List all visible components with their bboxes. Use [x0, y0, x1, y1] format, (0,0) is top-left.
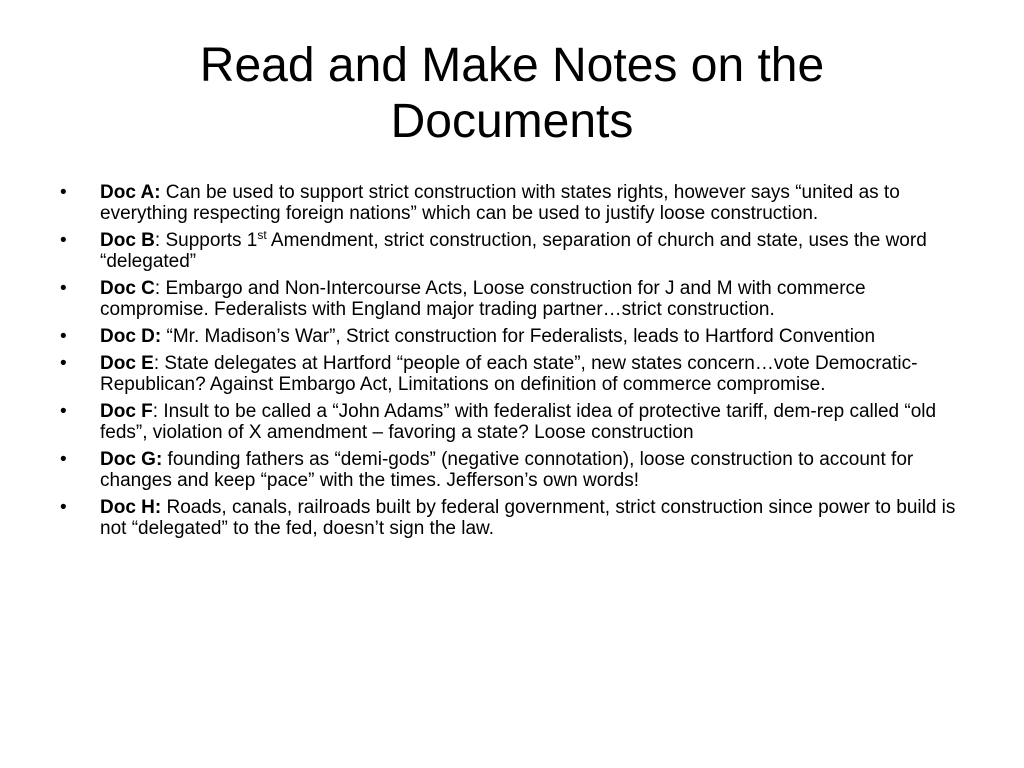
bullet-text-before-sup: : Supports 1	[154, 230, 258, 251]
bullet-text: “Mr. Madison’s War”, Strict construction for Federalists, leads to Hartford Convention	[161, 326, 876, 347]
bullet-doc-a	[58, 182, 970, 224]
slide-title	[60, 38, 964, 150]
bullet-doc-d	[58, 326, 970, 347]
bullet-marker: •	[60, 401, 67, 422]
bullet-text: : State delegates at Hartford “people of each state”, new states concern…vote Democratic-Republican? Against Embargo Act, Limitations on definition of commerce compromise.	[100, 353, 918, 395]
bullet-marker: •	[60, 353, 67, 374]
bullet-doc-b	[58, 230, 970, 272]
bullet-doc-h	[58, 497, 970, 539]
bullet-doc-f	[58, 401, 970, 443]
bullet-marker: •	[60, 449, 67, 470]
bullet-label: Doc A:	[100, 182, 161, 203]
bullet-marker: •	[60, 182, 67, 203]
bullet-superscript: st	[257, 228, 267, 242]
bullet-label: Doc G:	[100, 449, 163, 470]
bullet-label: Doc H:	[100, 497, 162, 518]
bullet-doc-e	[58, 353, 970, 395]
bullet-marker: •	[60, 278, 67, 299]
bullet-text: Roads, canals, railroads built by federal government, strict construction since power to build is not “delegated” to the fed, doesn’t sign the law.	[100, 497, 956, 539]
bullet-label: Doc D:	[100, 326, 162, 347]
bullet-text: founding fathers as “demi-gods” (negative connotation), loose construction to account for changes and keep “pace” with the times. Jefferson’s own words!	[100, 449, 914, 491]
bullet-list	[58, 182, 970, 545]
bullet-label: Doc C	[100, 278, 155, 299]
bullet-text: : Embargo and Non-Intercourse Acts, Loose construction for J and M with commerce compromise. Federalists with England major trading partner…strict construction.	[100, 278, 866, 320]
bullet-label: Doc F	[100, 401, 153, 422]
bullet-label: Doc E	[100, 353, 154, 374]
bullet-label: Doc B	[100, 230, 155, 251]
slide-title-line2: Documents	[390, 95, 634, 148]
bullet-marker: •	[60, 326, 67, 347]
bullet-text: : Insult to be called a “John Adams” with federalist idea of protective tariff, dem-rep called “old feds”, violation of X amendment – favoring a state? Loose construction	[100, 401, 937, 443]
bullet-doc-g	[58, 449, 970, 491]
slide-title-line1: Read and Make Notes on the	[199, 39, 825, 92]
bullet-marker: •	[60, 230, 67, 251]
bullet-text: Amendment, strict construction, separation of church and state, uses the word “delegated”	[100, 230, 927, 272]
bullet-text: Can be used to support strict construction with states rights, however says “united as to everything respecting foreign nations” which can be used to justify loose construction.	[100, 182, 900, 224]
bullet-marker: •	[60, 497, 67, 518]
bullet-doc-c	[58, 278, 970, 320]
